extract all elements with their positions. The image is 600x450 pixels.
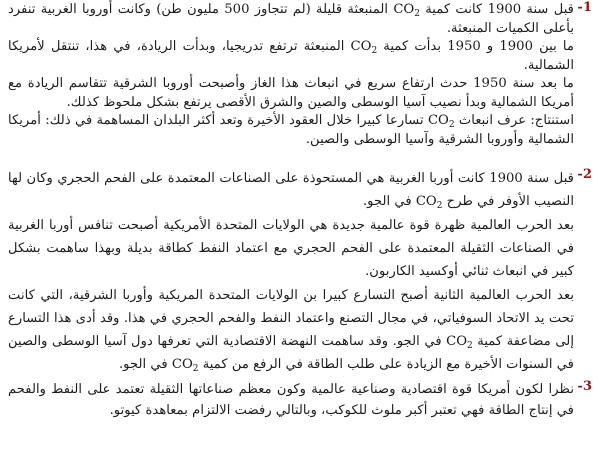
text-segment: ما بين 1900 و 1950 بدأت كمية: [377, 39, 575, 54]
co2-formula: [351, 39, 378, 54]
text-segment: تسارعا كبيرا خلال العقود الأخيرة وتعد أكثر البلدان المساهمة في ذلك: أمريكا الشمالية وأوروبا الشرقية وآسيا الوسطى والصين.: [8, 113, 574, 147]
co2-formula: [428, 113, 455, 128]
text-segment: نظرا لكون أمريكا قوة اقتصادية وصناعية عالمية وكون معظم صناعاتها الثقيلة تعتمد على النفط والفحم في إنتاج الطاقة فهي تعتبر أكبر ملوث للكوكب، وبالتالي رفضت الالتزام بمعاهدة كيوتو.: [8, 382, 574, 418]
paragraph: [8, 38, 590, 75]
text-segment: في الجو. وقد ساهمت النهضة الاقتصادية التي تعرفها دول آسيا الوسطى والصين في السنوات الأخيرة مع الزيادة على طلب الطاقة في الرفع من كمية: [8, 334, 574, 372]
text-segment: بعد الحرب العالمية ظهرة قوة عالمية جديدة هي الولايات المتحدة الأمريكية أصبحت تنافس أوربا الغربية في الصناعات الثقيلة المعتمدة على الفحم الحجري مع اعتماد النفط كطاقة بديلة وبهذا ساهمت بشكل كبير في انبعاث ثنائي أوكسيد الكاربون.: [8, 218, 574, 279]
section-number: -2: [577, 167, 592, 182]
text-segment: في الجو.: [362, 194, 416, 209]
paragraph: [8, 167, 590, 213]
text-segment: المنبعثة قليلة (لم تتجاوز 500 مليون طن) وكانت أوروبا الغربية تنفرد بأعلى الكميات المنبعثة.: [8, 2, 574, 36]
formula-symbol: CO: [415, 194, 437, 209]
paragraph: [8, 214, 590, 283]
formula-symbol: CO: [171, 357, 193, 372]
formula-symbol: CO: [427, 113, 449, 128]
paragraph: [8, 75, 590, 112]
answer-section-2: [8, 167, 590, 376]
formula-subscript: 2: [467, 341, 473, 351]
text-segment: ما بعد سنة 1950 حدث ارتفاع سريع في انبعاث هذا الغاز وأصبحت أوروبا الشرقية تتقاسم الريادة مع أمريكا الشمالية وبدأ نصيب آسيا الوسطى والصين والشرق الأقصى يرتفع بشكل ملحوظ كذلك.: [8, 76, 574, 110]
co2-formula: [172, 357, 199, 372]
text-segment: في الجو.: [118, 357, 172, 372]
co2-formula: [393, 2, 420, 17]
formula-symbol: CO: [446, 334, 468, 349]
paragraph: [8, 1, 590, 38]
formula-subscript: 2: [192, 364, 199, 374]
co2-formula: [416, 194, 443, 209]
paragraph: [8, 379, 590, 421]
text-segment: بعد الحرب العالمية الثانية أصبح التسارع كبيرا بن الولايات المتحدة المريكية وأوربا الشرقية، التي كانت تحت يد الاتحاد السوفياتي، في مجال التصنع واعتماد النفط والفحم الحجري في هذا. وقد أدى هذا التسارع إلى مضاعفة كمية: [8, 288, 574, 349]
co2-formula: [446, 334, 473, 349]
formula-subscript: 2: [371, 46, 378, 56]
formula-subscript: 2: [436, 201, 443, 211]
text-segment: قبل سنة 1900 كانت أوربا الغربية هي المستحوذة على الصناعات المعتمدة على الفحم الحجري وكان لها النصيب الأوفر في طرح: [8, 171, 574, 209]
formula-subscript: 2: [448, 120, 455, 130]
formula-subscript: 2: [414, 9, 420, 19]
answer-section-3: [8, 379, 590, 421]
section-number: -3: [577, 379, 592, 394]
paragraph: [8, 112, 590, 149]
section-number: -1: [577, 0, 592, 15]
answer-section-1: [8, 0, 590, 149]
formula-symbol: CO: [393, 2, 415, 17]
formula-symbol: CO: [350, 39, 372, 54]
text-segment: المنبعثة ترتفع تدريجيا، وبدأت الريادة، في هذا، تنتقل لأمريكا الشمالية.: [8, 39, 574, 73]
paragraph: [8, 284, 590, 376]
text-segment: قبل سنة 1900 كانت كمية: [419, 2, 574, 17]
text-segment: استنتاج: عرف انبعاث: [454, 113, 574, 128]
